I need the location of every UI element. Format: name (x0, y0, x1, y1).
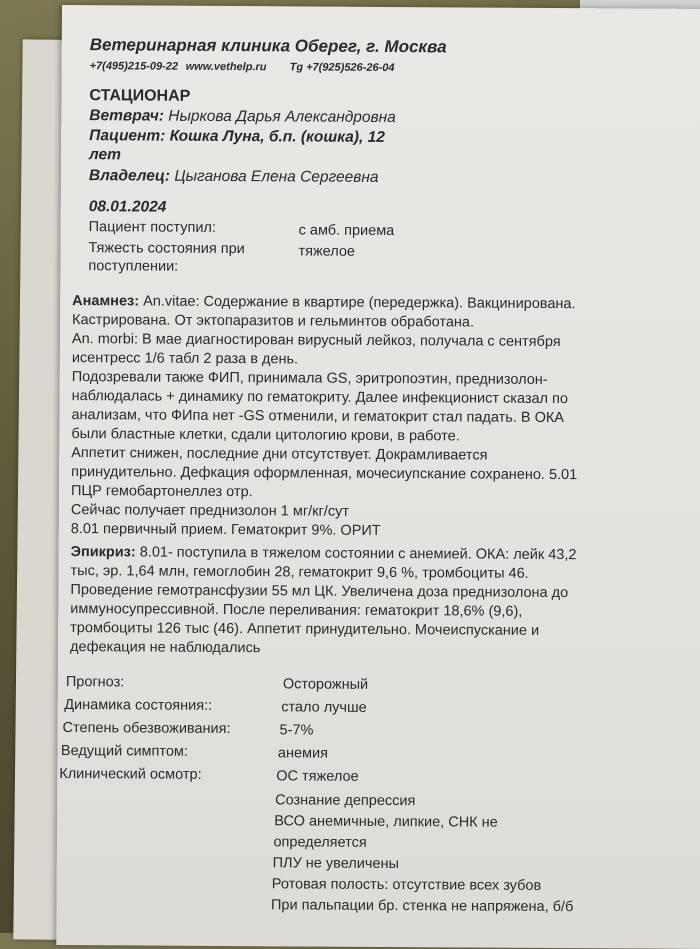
text-line: An. morbi: В мае диагностирован вирусный лейкоз, получала с сентября (71, 331, 561, 351)
vet-row (89, 106, 396, 127)
admitted-value: с амб. приема (298, 222, 395, 240)
exam-line: При пальпации бр. стенка не напряжена, б/б (270, 897, 574, 916)
status-label: Клинический осмотр: (59, 765, 202, 783)
exam-line: определяется (273, 834, 367, 851)
owner-name: Цыганова Елена Сергеевна (174, 167, 379, 186)
vet-name: Ныркова Дарья Александровна (168, 107, 396, 127)
date: 08.01.2024 (88, 198, 167, 216)
admitted-label: Пациент поступил: (88, 219, 216, 236)
status-value: Осторожный (282, 676, 369, 693)
exam-line: ВСО анемичные, липкие, СНК не (274, 813, 498, 831)
status-label: Прогноз: (65, 674, 125, 691)
severity-label: Тяжесть состояния при (88, 240, 245, 258)
text-line: ПЦР гемобартонеллез отр. (70, 483, 253, 501)
status-label: Степень обезвоживания: (62, 720, 231, 738)
epicrisis-section (70, 543, 577, 660)
anamnesis-label: Анамнез: (72, 293, 140, 310)
text-line: исентресс 1/6 табл 2 раза в день. (71, 350, 299, 368)
document-page (56, 5, 700, 949)
text-line: принудительно. Дефкация оформленная, мочесиупскание сохранено. 5.01 (71, 464, 578, 484)
owner-row (89, 166, 379, 187)
exam-line: ПЛУ не увеличены (272, 855, 399, 873)
text-line: тромбоциты 126 тыс (46). Аппетит принудительно. Мочеиспускание и (70, 620, 540, 639)
clinic-website-link[interactable]: www.vethelp.ru (185, 60, 267, 74)
text-line: анализам, что ФИпа нет -GS отменили, и гематокрит стал падать. В ОКА (71, 407, 565, 427)
patient-cont: лет (89, 146, 121, 164)
status-value: ОС тяжелое (276, 768, 359, 785)
text-line: Сейчас получает преднизолон 1 мг/кг/сут (70, 502, 350, 520)
exam-line: Сознание депрессия (275, 792, 416, 810)
severity-value: тяжелое (298, 243, 356, 260)
epicrisis-line: 8.01- поступила в тяжелом состоянии с анемией. ОКА: лейк 43,2 (135, 544, 577, 564)
status-label: Динамика состояния:: (64, 697, 213, 714)
epicrisis-label: Эпикриз: (70, 544, 136, 561)
status-label: Ведущий симптом: (60, 743, 188, 760)
exam-line: Ротовая полость: отсутствие всех зубов (271, 876, 542, 894)
section-title: СТАЦИОНАР (89, 87, 191, 105)
patient-label: Пациент: (89, 127, 166, 145)
anamnesis-line: An.vitae: Содержание в квартире (передержка). Вакцинирована. (139, 293, 576, 313)
clinic-telegram: Tg +7(925)526-26-04 (289, 61, 395, 75)
text-line: тыс, эр. 1,64 млн, гемоглобин 28, гематокрит 9,6 %, тромбоциты 46. (70, 563, 529, 582)
patient-value: Кошка Луна, б.п. (кошка), 12 (169, 127, 385, 146)
patient-row (89, 126, 385, 147)
text-line: наблюдалась + динамику по гематокриту. Далее инфекционист сказал по (71, 388, 569, 408)
clinic-phone: +7(495)215-09-22 (89, 60, 179, 73)
text-line: Подозревали также ФИП, принимала GS, эритропоэтин, преднизолон- (71, 369, 548, 388)
text-line: были бластные клетки, сдали цитологию крови, в работе. (71, 426, 460, 445)
status-value: 5-7% (279, 722, 314, 739)
text-line: Аппетит снижен, последние дни отсутствует. Докрамливается (71, 445, 488, 464)
text-line: 8.01 первичный прием. Гематокрит 9%. ОРИТ (70, 521, 381, 539)
text-line: дефекация не наблюдались (70, 639, 261, 657)
severity-label-cont: поступлении: (88, 258, 179, 275)
text-line: иммуносупрессивной. После переливания: гематокрит 18,6% (9,6), (70, 601, 523, 620)
anamnesis-section (71, 292, 579, 542)
status-value: стало лучше (281, 699, 367, 716)
vet-label: Ветврач: (89, 107, 165, 125)
text-line: Кастрирована. От эктопаразитов и гельминтов обработана. (72, 312, 475, 331)
owner-label: Владелец: (88, 167, 171, 185)
text-line: Проведение гемотрансфузии 55 мл ЦК. Увеличена доза преднизолона до (70, 582, 569, 602)
clinic-title: Ветеринарная клиника Оберег, г. Москва (89, 35, 447, 57)
status-value: анемия (277, 745, 329, 762)
